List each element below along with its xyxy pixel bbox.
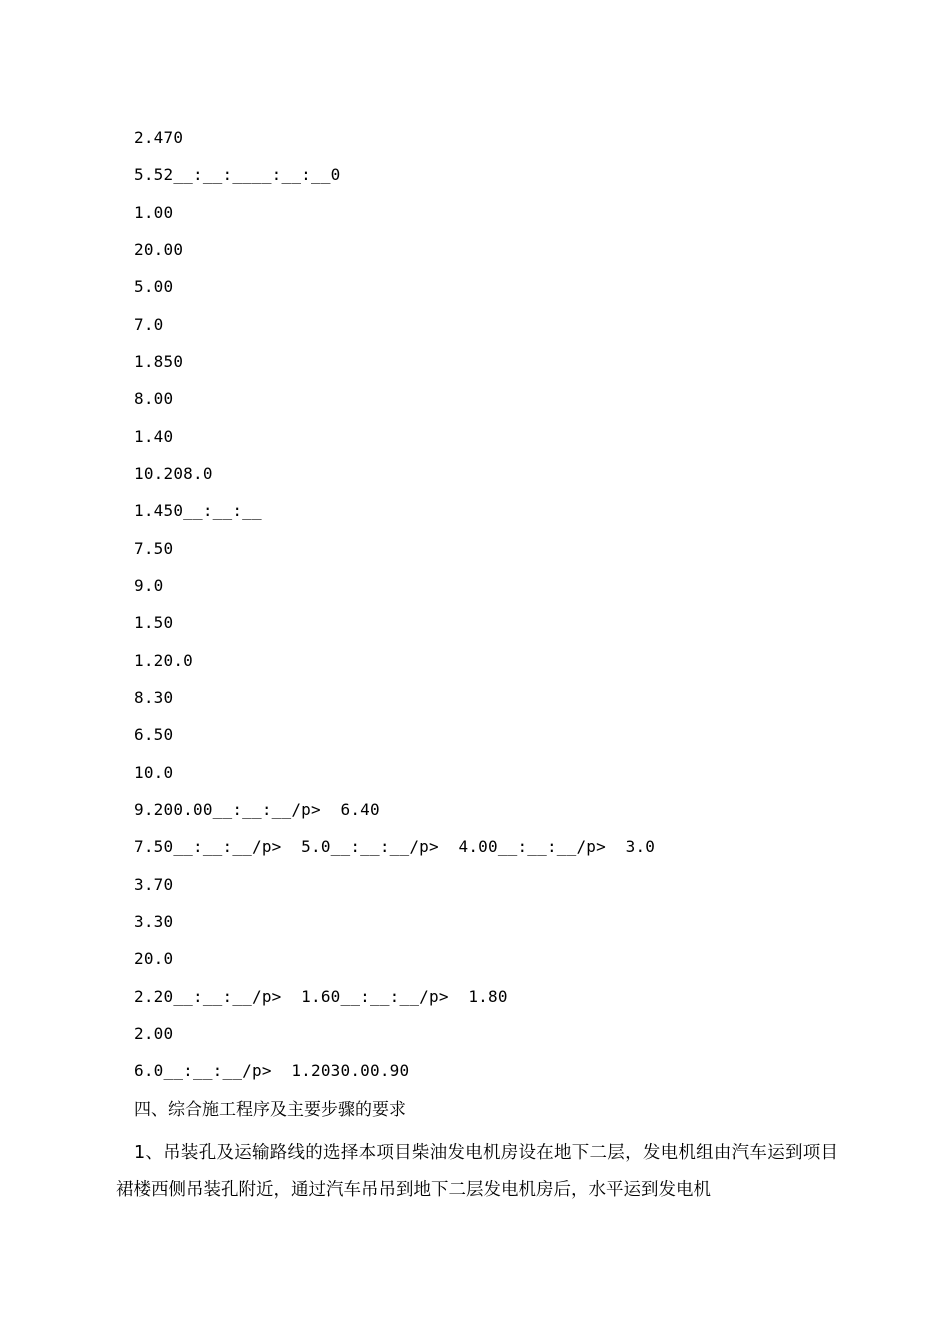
data-line: 9.0	[134, 576, 164, 595]
data-line: 3.70	[134, 875, 174, 894]
data-line: 1.450__:__:__	[134, 501, 262, 520]
data-line: 1.40	[134, 427, 174, 446]
data-line: 6.0__:__:__/p> 1.2030.00.90	[134, 1061, 410, 1080]
data-line: 6.50	[134, 725, 174, 744]
data-line: 20.00	[134, 240, 184, 259]
data-line: 1.00	[134, 203, 174, 222]
section-heading: 四、综合施工程序及主要步骤的要求	[134, 1100, 406, 1120]
data-line: 10.0	[134, 763, 174, 782]
data-line: 9.200.00__:__:__/p> 6.40	[134, 800, 380, 819]
data-line: 1.20.0	[134, 651, 193, 670]
data-line: 7.0	[134, 315, 164, 334]
data-line: 5.52__:__:____:__:__0	[134, 165, 341, 184]
data-line: 7.50__:__:__/p> 5.0__:__:__/p> 4.00__:__:__/p> 3.0	[134, 837, 656, 856]
data-line: 3.30	[134, 912, 174, 931]
data-line: 10.208.0	[134, 464, 213, 483]
data-line: 8.00	[134, 389, 174, 408]
data-line: 1.50	[134, 613, 174, 632]
data-line: 2.00	[134, 1024, 174, 1043]
data-line: 7.50	[134, 539, 174, 558]
data-line: 2.20__:__:__/p> 1.60__:__:__/p> 1.80	[134, 987, 508, 1006]
data-line: 20.0	[134, 949, 174, 968]
data-line: 2.470	[134, 128, 184, 147]
data-line: 1.850	[134, 352, 184, 371]
data-line: 8.30	[134, 688, 174, 707]
body-paragraph: 1、吊装孔及运输路线的选择本项目柴油发电机房设在地下二层，发电机组由汽车运到项目裙楼西侧吊装孔附近，通过汽车吊吊到地下二层发电机房后，水平运到发电机	[116, 1143, 838, 1200]
data-line: 5.00	[134, 277, 174, 296]
